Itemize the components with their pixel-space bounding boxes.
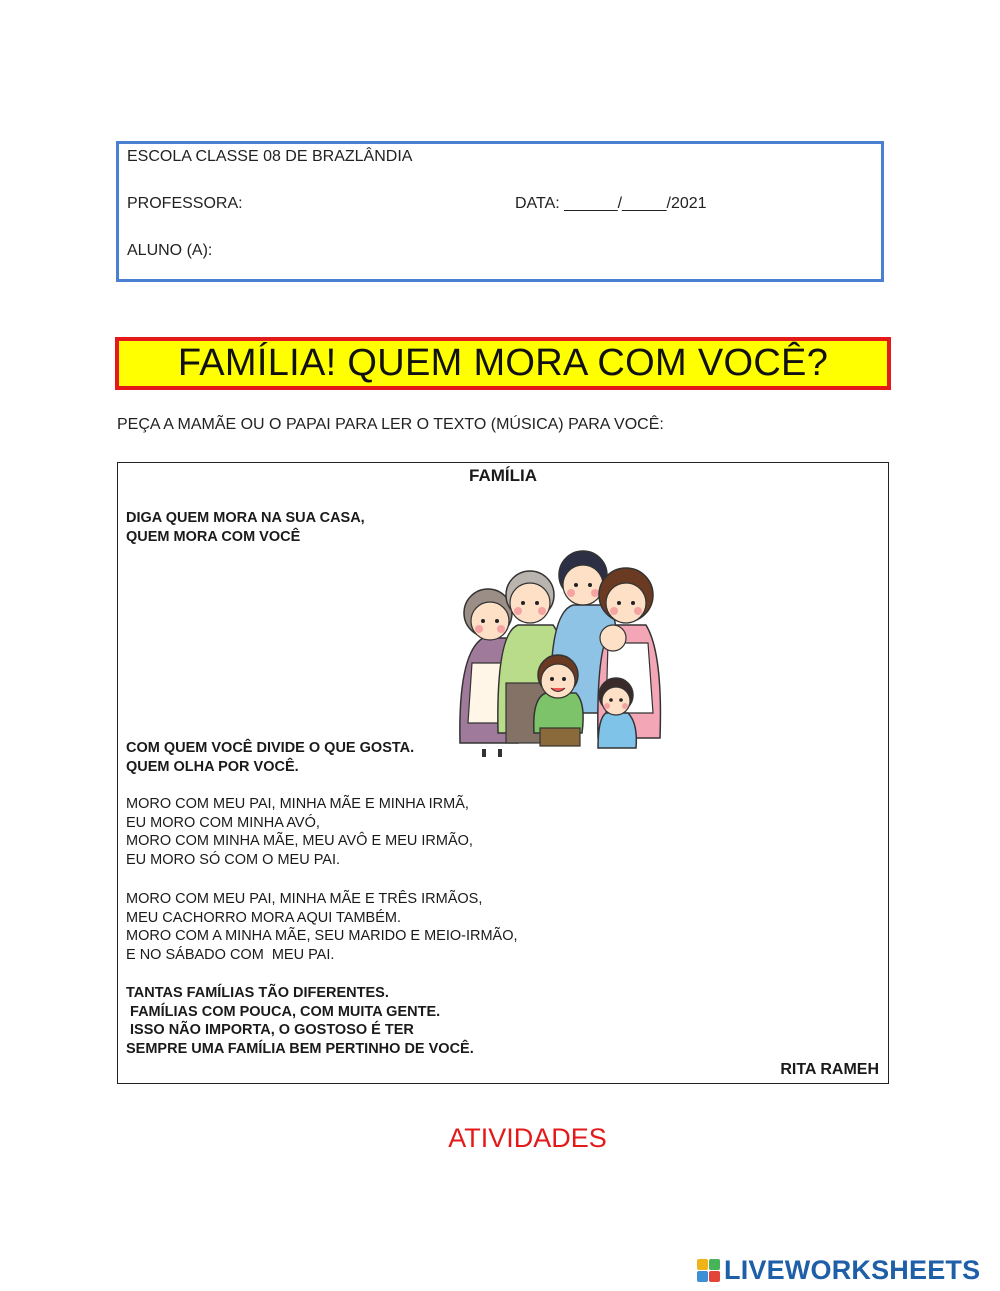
stanza-line: SEMPRE UMA FAMÍLIA BEM PERTINHO DE VOCÊ. [126, 1040, 474, 1057]
stanza-2 [126, 739, 414, 776]
stanza-5 [126, 984, 474, 1058]
song-box [117, 462, 889, 1084]
stanza-line: MORO COM A MINHA MÃE, SEU MARIDO E MEIO-IRMÃO, [126, 928, 518, 944]
song-author: RITA RAMEH [780, 1061, 879, 1078]
teacher-label: PROFESSORA: [127, 195, 243, 212]
logo-square [697, 1259, 708, 1270]
student-label: ALUNO (A): [127, 242, 213, 259]
liveworksheets-logo-icon [697, 1259, 720, 1282]
page-title: FAMÍLIA! QUEM MORA COM VOCÊ? [177, 342, 829, 384]
stanza-line: FAMÍLIAS COM POUCA, COM MUITA GENTE. [126, 1003, 441, 1020]
school-name: ESCOLA CLASSE 08 DE BRAZLÂNDIA [127, 148, 413, 165]
stanza-line: QUEM MORA COM VOCÊ [126, 528, 301, 545]
stanza-line: EU MORO SÓ COM O MEU PAI. [126, 851, 341, 868]
stanza-line: DIGA QUEM MORA NA SUA CASA, [126, 510, 365, 526]
family-illustration-icon [448, 543, 678, 758]
logo-square [697, 1271, 708, 1282]
title-banner [115, 337, 891, 390]
instruction-text: PEÇA A MAMÃE OU O PAPAI PARA LER O TEXTO (MÚSICA) PARA VOCÊ: [117, 416, 664, 433]
liveworksheets-brand[interactable] [697, 1253, 980, 1287]
stanza-3 [126, 795, 473, 869]
stanza-line: QUEM OLHA POR VOCÊ. [126, 758, 299, 775]
stanza-line: EU MORO COM MINHA AVÓ, [126, 814, 320, 831]
activities-heading: ATIVIDADES [448, 1123, 607, 1153]
song-title: FAMÍLIA [469, 466, 537, 485]
stanza-line: MEU CACHORRO MORA AQUI TAMBÉM. [126, 909, 401, 926]
stanza-1 [126, 509, 365, 546]
date-label: DATA: ______/_____/2021 [515, 195, 707, 212]
stanza-line: COM QUEM VOCÊ DIVIDE O QUE GOSTA. [126, 740, 415, 756]
brand-name: LIVEWORKSHEETS [724, 1254, 981, 1285]
logo-square [709, 1259, 720, 1270]
stanza-line: MORO COM MEU PAI, MINHA MÃE E MINHA IRMÃ, [126, 796, 469, 812]
stanza-line: TANTAS FAMÍLIAS TÃO DIFERENTES. [126, 985, 389, 1001]
stanza-line: MORO COM MEU PAI, MINHA MÃE E TRÊS IRMÃOS, [126, 891, 483, 907]
stanza-line: E NO SÁBADO COM MEU PAI. [126, 946, 335, 963]
stanza-line: ISSO NÃO IMPORTA, O GOSTOSO É TER [126, 1022, 414, 1038]
header-box [116, 141, 884, 282]
logo-square [709, 1271, 720, 1282]
boy-figure [534, 655, 583, 746]
stanza-4 [126, 890, 518, 964]
stanza-line: MORO COM MINHA MÃE, MEU AVÔ E MEU IRMÃO, [126, 833, 473, 849]
